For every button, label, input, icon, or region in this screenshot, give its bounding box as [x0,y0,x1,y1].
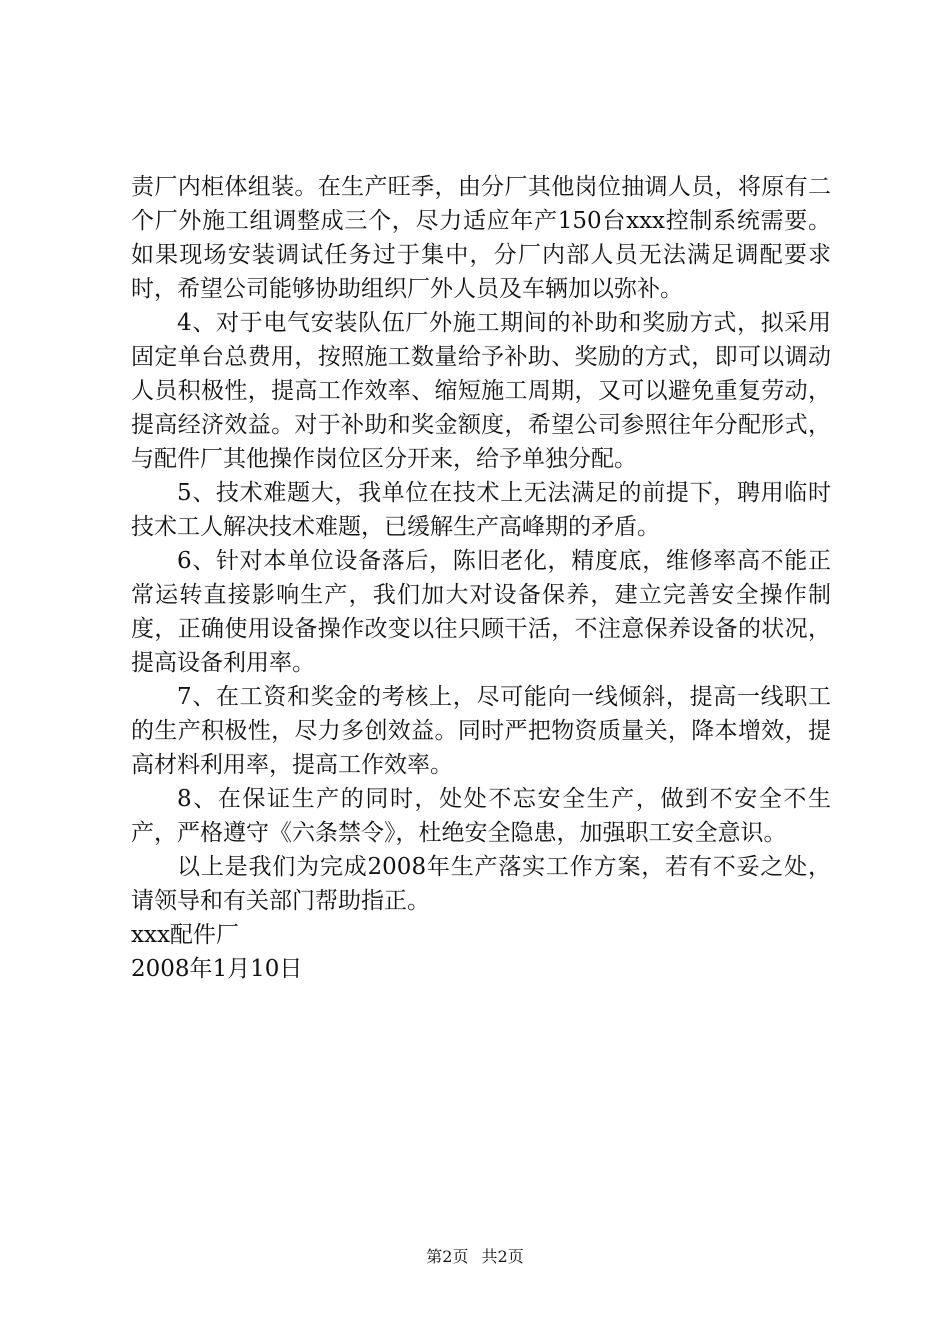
document-body [131,170,831,986]
page-number: 第2页 [426,1247,469,1266]
signature-date: 2008年1月10日 [131,956,303,982]
paragraph-item-5: 5、技术难题大，我单位在技术上无法满足的前提下，聘用临时技术工人解决技术难题，已缓解生产高峰期的矛盾。 [131,480,831,540]
paragraph-item-4: 4、对于电气安装队伍厂外施工期间的补助和奖励方式，拟采用固定单台总费用，按照施工数量给予补助、奖励的方式，即可以调动人员积极性，提高工作效率、缩短施工周期，又可以避免重复劳动，提高经济效益。对于补助和奖金额度，希望公司参照往年分配形式，与配件厂其他操作岗位区分开来，给予单独分配。 [131,310,831,472]
page-footer [0,1244,950,1267]
paragraph-closing: 以上是我们为完成2008年生产落实工作方案，若有不妥之处，请领导和有关部门帮助指正。 [131,854,831,914]
page-total: 共2页 [481,1247,524,1266]
paragraph-item-6: 6、针对本单位设备落后，陈旧老化，精度底，维修率高不能正常运转直接影响生产，我们加大对设备保养，建立完善安全操作制度，正确使用设备操作改变以往只顾干活，不注意保养设备的状况，提高设备利用率。 [131,548,831,676]
paragraph-item-8: 8、在保证生产的同时，处处不忘安全生产，做到不安全不生产，严格遵守《六条禁令》，杜绝安全隐患，加强职工安全意识。 [131,786,831,846]
paragraph-item-7: 7、在工资和奖金的考核上，尽可能向一线倾斜，提高一线职工的生产积极性，尽力多创效益。同时严把物资质量关，降本增效，提高材料利用率，提高工作效率。 [131,684,831,778]
paragraph-continuation: 责厂内柜体组装。在生产旺季，由分厂其他岗位抽调人员，将原有二个厂外施工组调整成三个，尽力适应年产150台xxx控制系统需要。如果现场安装调试任务过于集中，分厂内部人员无法满足调配要求时，希望公司能够协助组织厂外人员及车辆加以弥补。 [131,174,831,302]
signature-org: xxx配件厂 [131,922,239,948]
